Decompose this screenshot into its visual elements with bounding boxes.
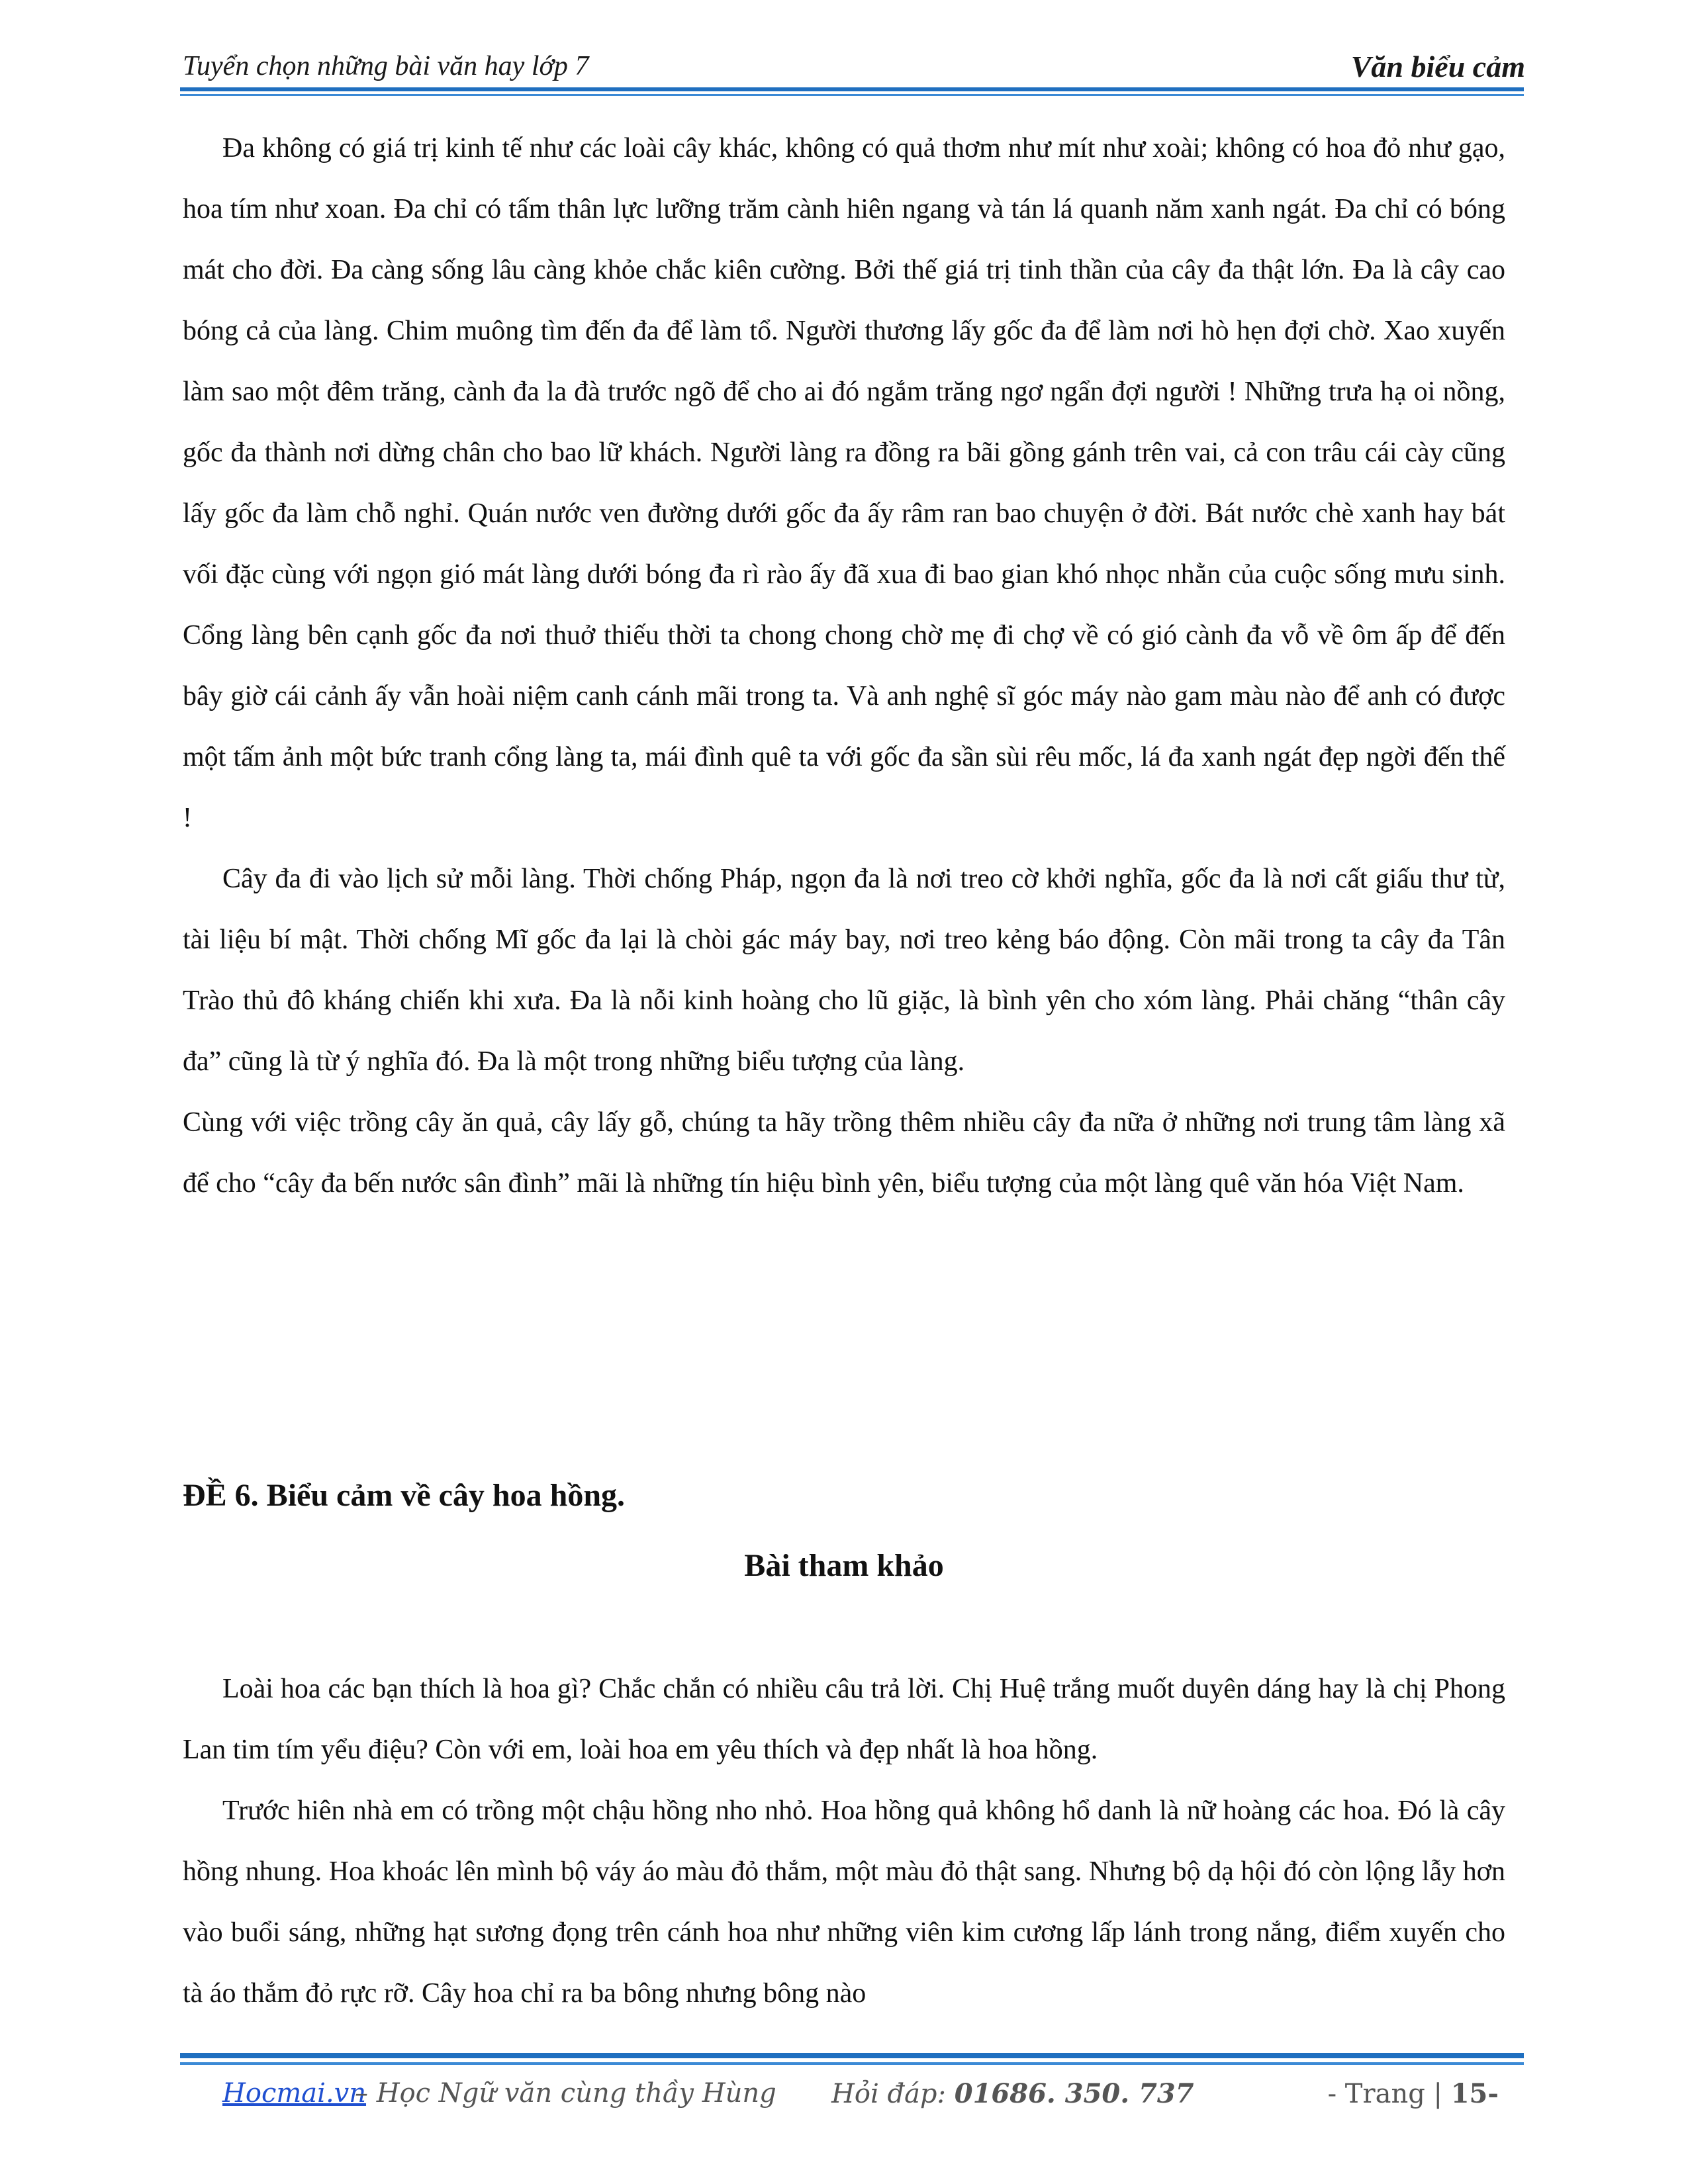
footer-page-number [1328,2078,1499,2109]
header-section-title: Văn biểu cảm [1350,50,1525,83]
footer-ask-label: Hỏi đáp: [831,2079,955,2109]
paragraph: Loài hoa các bạn thích là hoa gì? Chắc chắn có nhiều câu trả lời. Chị Huệ trắng muốt duyên dáng hay là chị Phong Lan tim tím yểu điệu? Còn với em, loài hoa em yêu thích và đẹp nhất là hoa hồng. [183,1674,1505,1765]
paragraph: Cùng với việc trồng cây ăn quả, cây lấy gỗ, chúng ta hãy trồng thêm nhiều cây đa nữa ở những nơi trung tâm làng xã để cho “cây đa bến nước sân đình” mãi là những tín hiệu bình yên, biểu tượng của một làng quê văn hóa Việt Nam. [183,1107,1505,1199]
footer-course-text: – Học Ngữ văn cùng thầy Hùng [355,2078,776,2109]
paragraph: Trước hiên nhà em có trồng một chậu hồng nho nhỏ. Hoa hồng quả không hổ danh là nữ hoàng các hoa. Đó là cây hồng nhung. Hoa khoác lên mình bộ váy áo màu đỏ thắm, một màu đỏ thật sang. Nhưng bộ dạ hội đó còn lộng lẫy hơn vào buổi sáng, những hạt sương đọng trên cánh hoa như những viên kim cương lấp lánh trong nắng, điểm xuyến cho tà áo thắm đỏ rực rỡ. Cây hoa chỉ ra ba bông nhưng bông nào [183,1796,1505,2009]
footer-page-suffix: - [1487,2078,1499,2109]
section-title: ĐỀ 6. Biểu cảm về cây hoa hồng. [183,1478,626,1513]
body-text-top [183,118,1505,1214]
body-text-bottom [183,1659,1505,2024]
page-number: 15 [1450,2078,1488,2109]
header-book-title: Tuyển chọn những bài văn hay lớp 7 [183,51,589,81]
footer-rule [180,2053,1524,2058]
header-rule [180,87,1524,91]
footer-page-prefix: - Trang | [1327,2079,1451,2109]
footer-phone: 01686. 350. 737 [954,2078,1194,2109]
reference-title: Bài tham khảo [744,1548,944,1583]
footer-contact [831,2078,1194,2109]
footer-site-link[interactable]: Hocmai.vn [222,2078,367,2109]
paragraph: Cây đa đi vào lịch sử mỗi làng. Thời chống Pháp, ngọn đa là nơi treo cờ khởi nghĩa, gốc đa là nơi cất giấu thư từ, tài liệu bí mật. Thời chống Mĩ gốc đa lại là chòi gác máy bay, nơi treo kẻng báo động. Còn mãi trong ta cây đa Tân Trào thủ đô kháng chiến khi xưa. Đa là nỗi kinh hoàng cho lũ giặc, là bình yên cho xóm làng. Phải chăng “thân cây đa” cũng là từ ý nghĩa đó. Đa là một trong những biểu tượng của làng. [183,864,1505,1077]
footer-rule-thin [180,2062,1524,2065]
header-rule-thin [180,94,1524,96]
paragraph: Đa không có giá trị kinh tế như các loài cây khác, không có quả thơm như mít như xoài; không có hoa đỏ như gạo, hoa tím như xoan. Đa chỉ có tấm thân lực lưỡng trăm cành hiên ngang và tán lá quanh năm xanh ngát. Đa chỉ có bóng mát cho đời. Đa càng sống lâu càng khỏe chắc kiên cường. Bởi thế giá trị tinh thần của cây đa thật lớn. Đa là cây cao bóng cả của làng. Chim muông tìm đến đa để làm tổ. Người thương lấy gốc đa để làm nơi hò hẹn đợi chờ. Xao xuyến làm sao một đêm trăng, cành đa la đà trước ngõ để cho ai đó ngắm trăng ngơ ngẩn đợi người ! Những trưa hạ oi nồng, gốc đa thành nơi dừng chân cho bao lữ khách. Người làng ra đồng ra bãi gồng gánh trên vai, cả con trâu cái cày cũng lấy gốc đa làm chỗ nghỉ. Quán nước ven đường dưới gốc đa ấy râm ran bao chuyện ở đời. Bát nước chè xanh hay bát vối đặc cùng với ngọn gió mát làng dưới bóng đa rì rào ấy đã xua đi bao gian khó nhọc nhằn của cuộc sống mưu sinh. Cổng làng bên cạnh gốc đa nơi thuở thiếu thời ta chong chong chờ mẹ đi chợ về có gió cành đa vỗ về ôm ấp để đến bây giờ cái cảnh ấy vẫn hoài niệm canh cánh mãi trong ta. Và anh nghệ sĩ góc máy nào gam màu nào để anh có được một tấm ảnh một bức tranh cổng làng ta, mái đình quê ta với gốc đa sần sùi rêu mốc, lá đa xanh ngát đẹp ngời đến thế ! [183,133,1505,833]
